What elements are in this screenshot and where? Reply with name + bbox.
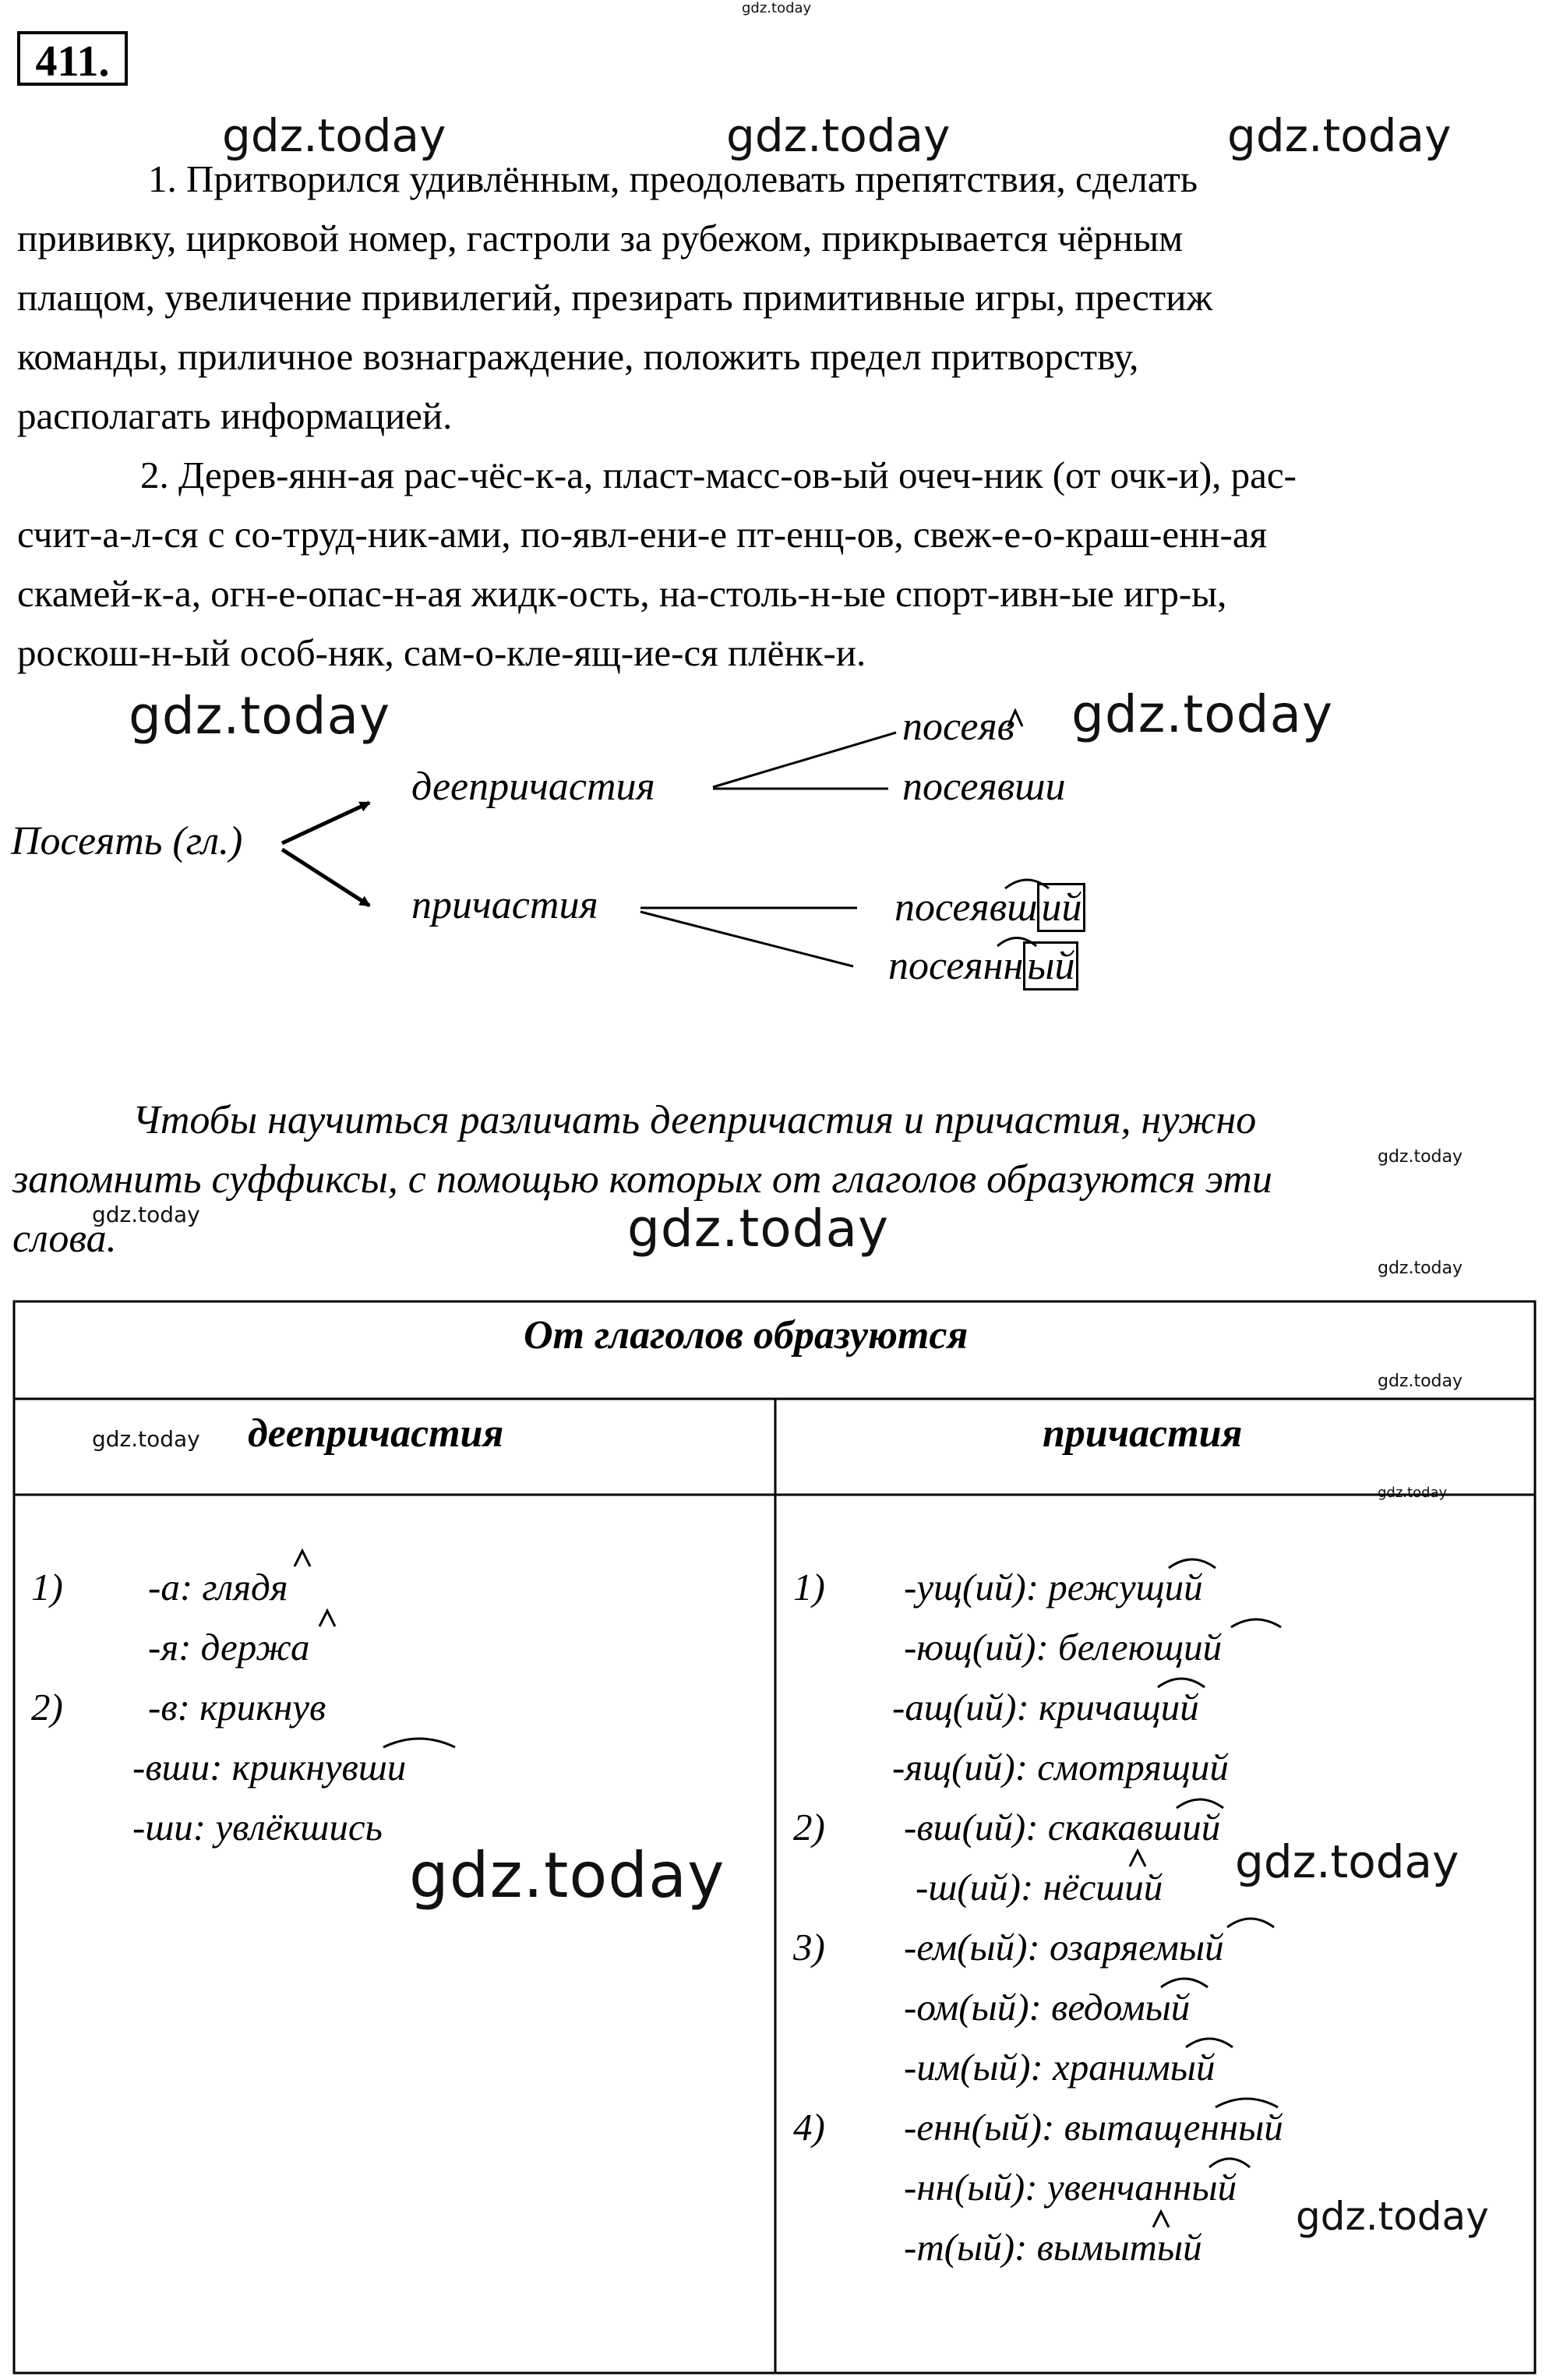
watermark: gdz.today xyxy=(1227,109,1452,162)
suffix-arc xyxy=(1186,2039,1233,2047)
suffix-mark xyxy=(1130,1851,1145,1866)
table-row: -вши: крикнувши xyxy=(132,1746,407,1789)
table-row: -ши: увлёкшись xyxy=(132,1806,383,1849)
suffix-mark xyxy=(1008,711,1022,726)
row-number: 2) xyxy=(31,1686,63,1729)
text-line: плащом, увеличение привилегий, презирать примитивные игры, престиж xyxy=(17,276,1213,319)
suffix-arc xyxy=(1231,1619,1281,1627)
watermark: gdz.today xyxy=(726,109,951,162)
table-row: -нн(ый): увенчанный xyxy=(904,2166,1237,2209)
row-number: 2) xyxy=(793,1806,825,1849)
scheme-root-verb: Посеять (гл.) xyxy=(11,819,243,863)
participle-stem: посеявш xyxy=(894,885,1038,930)
arrow-to-gerunds xyxy=(282,803,369,843)
scheme-branch-gerunds: деепричастия xyxy=(411,764,655,809)
suffix-arc xyxy=(383,1739,455,1747)
text-line: скамей-к-а, огн-е-опас-н-ая жидк-ость, на-столь-н-ые спорт-ивн-ые игр-ы, xyxy=(17,572,1227,615)
table-row: -я: держа xyxy=(148,1626,310,1668)
scheme-gerund-1: посеяв xyxy=(902,704,1015,749)
scheme-branch-participles: причастия xyxy=(411,883,598,927)
watermark: gdz.today xyxy=(1296,2194,1489,2239)
column-header-gerunds: деепричастия xyxy=(248,1411,504,1456)
table-row: -т(ый): вымытый xyxy=(904,2226,1202,2269)
suffix-arc xyxy=(1161,1979,1208,1987)
table-row: -им(ый): хранимый xyxy=(904,2046,1216,2089)
table-row: -ш(ий): нёсший xyxy=(916,1866,1163,1909)
text-line: счит-а-л-ся с со-труд-ник-ами, по-явл-ени-е пт-енц-ов, свеж-е-о-краш-енн-ая xyxy=(17,513,1268,556)
text-line: прививку, цирковой номер, гастроли за рубежом, прикрывается чёрным xyxy=(17,217,1184,260)
watermark: gdz.today xyxy=(1378,1485,1448,1501)
watermark: gdz.today xyxy=(1071,684,1334,744)
watermark-top: gdz.today xyxy=(742,0,812,16)
suffix-arc xyxy=(1216,2099,1278,2107)
watermark: gdz.today xyxy=(1378,1372,1463,1391)
table-row: -ущ(ий): режущий xyxy=(904,1566,1203,1608)
table-row: -в: крикнув xyxy=(148,1686,326,1729)
suffix-arc xyxy=(1227,1919,1274,1927)
table-row: -енн(ый): вытащенный xyxy=(904,2106,1283,2149)
ending-box: ый xyxy=(1023,941,1078,990)
table-row: -ящ(ий): смотрящий xyxy=(892,1746,1229,1789)
ending-box: ий xyxy=(1037,883,1085,932)
column-header-participles: причастия xyxy=(1043,1411,1243,1456)
note-line: запомнить суффиксы, с помощью которых от глаголов образуются эти xyxy=(12,1157,1272,1202)
table-row: -ащ(ий): кричащий xyxy=(892,1686,1199,1729)
watermark: gdz.today xyxy=(409,1839,725,1912)
connector-line xyxy=(640,912,853,966)
watermark: gdz.today xyxy=(627,1199,890,1259)
table-row: -вш(ий): скакавший xyxy=(904,1806,1221,1849)
text-line: 1. Притворился удивлённым, преодолевать препятствия, сделать xyxy=(148,157,1198,200)
suffix-arc xyxy=(997,938,1036,947)
table-row: -ом(ый): ведомый xyxy=(904,1986,1191,2029)
watermark: gdz.today xyxy=(1235,1835,1459,1888)
participle-stem: посеянн xyxy=(888,944,1024,988)
table-row: -а: глядя xyxy=(148,1566,288,1608)
suffix-arc xyxy=(1005,880,1049,888)
table-row: -ем(ый): озаряемый xyxy=(904,1926,1224,1969)
note-line: слова. xyxy=(12,1216,117,1261)
suffix-mark xyxy=(295,1551,310,1566)
table-row: -ющ(ий): белеющий xyxy=(904,1626,1223,1668)
text-line: располагать информацией. xyxy=(17,394,453,437)
suffix-arc xyxy=(1209,2159,1250,2167)
arrow-to-participles xyxy=(282,849,369,906)
table-title: От глаголов образуются xyxy=(524,1313,969,1358)
suffix-arc xyxy=(1169,1559,1216,1568)
row-number: 4) xyxy=(793,2106,825,2149)
watermark: gdz.today xyxy=(92,1426,200,1452)
watermark: gdz.today xyxy=(222,109,446,162)
watermark: gdz.today xyxy=(92,1202,200,1227)
text-line: команды, приличное вознаграждение, положить предел притворству, xyxy=(17,335,1139,378)
suffix-mark xyxy=(1153,2212,1169,2227)
suffix-arc xyxy=(1177,1799,1223,1808)
row-number: 3) xyxy=(793,1926,825,1969)
row-number: 1) xyxy=(793,1566,825,1608)
suffix-arc xyxy=(1158,1679,1205,1687)
note-line: Чтобы научиться различать деепричастия и причастия, нужно xyxy=(132,1098,1257,1142)
scheme-gerund-2: посеявши xyxy=(902,764,1066,809)
text-line: 2. Дерев-янн-ая рас-чёс-к-а, пласт-масс-ов-ый очеч-ник (от очк-и), рас- xyxy=(140,454,1297,496)
exercise-number: 411. xyxy=(17,31,128,86)
watermark: gdz.today xyxy=(129,686,391,746)
connector-line xyxy=(713,733,896,787)
watermark: gdz.today xyxy=(1378,1259,1463,1278)
text-line: роскош-н-ый особ-няк, сам-о-кле-ящ-ие-ся плёнк-и. xyxy=(17,631,866,674)
row-number: 1) xyxy=(31,1566,63,1608)
suffix-mark xyxy=(319,1611,335,1626)
watermark: gdz.today xyxy=(1378,1147,1463,1167)
